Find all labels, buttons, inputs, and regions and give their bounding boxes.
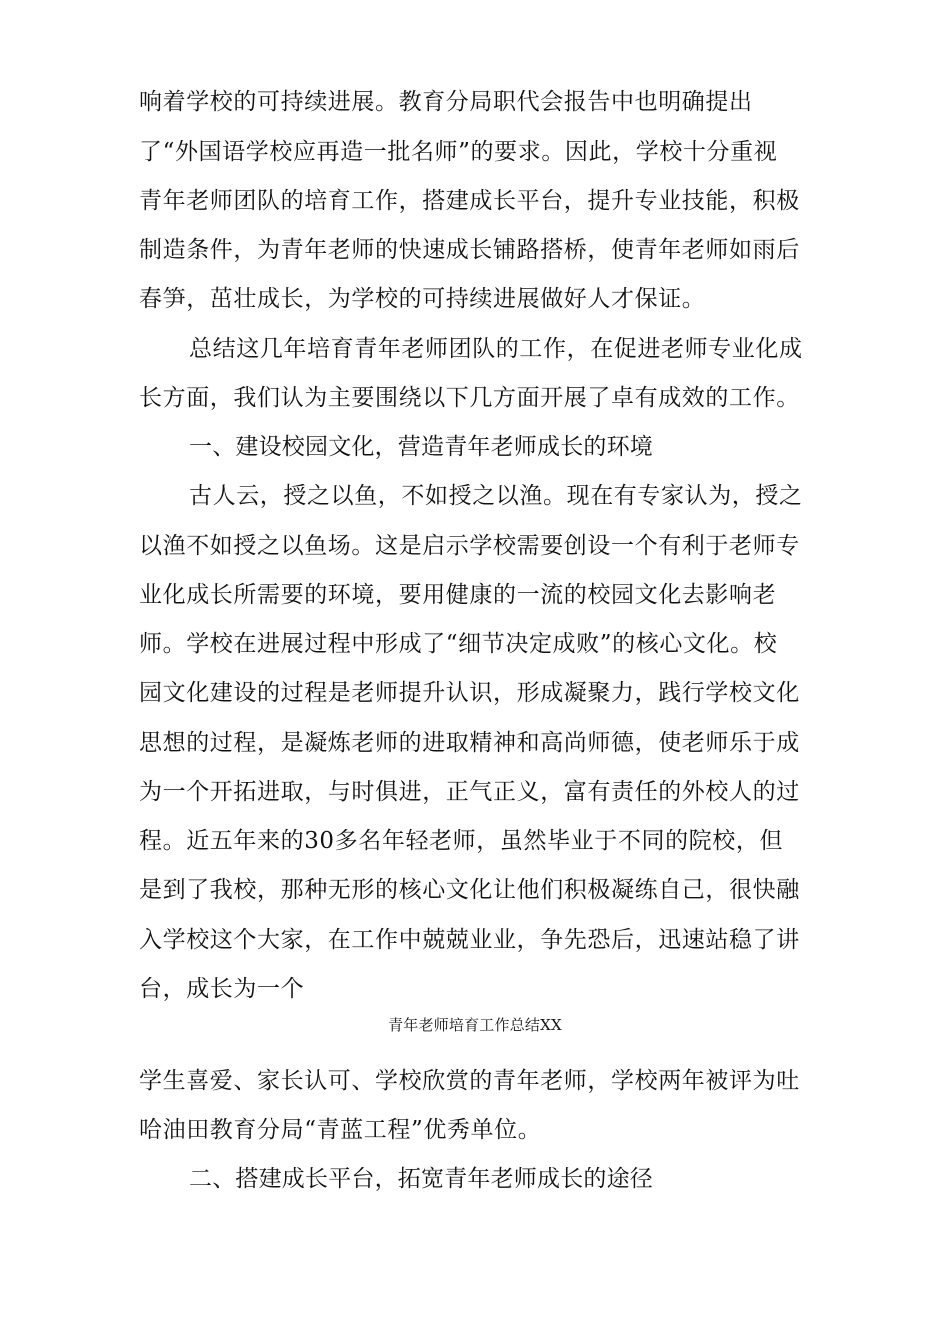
paragraph-line: 春笋，茁壮成长，为学校的可持续进展做好人才保证。 bbox=[139, 286, 706, 312]
paragraph-line: 长方面，我们认为主要围绕以下几方面开展了卓有成效的工作。 bbox=[139, 385, 800, 411]
paragraph-line: 是到了我校，那种无形的核心文化让他们积极凝练自己，很快融 bbox=[139, 877, 800, 903]
paragraph-line: 园文化建设的过程是老师提升认识，形成凝聚力，践行学校文化 bbox=[139, 680, 800, 706]
paragraph-line: 入学校这个大家，在工作中兢兢业业，争先恐后，迅速站稳了讲 bbox=[139, 927, 800, 953]
paragraph-line: 以渔不如授之以鱼场。这是启示学校需要创设一个有利于老师专 bbox=[139, 533, 800, 559]
paragraph-line: 学生喜爱、家长认可、学校欣赏的青年老师，学校两年被评为吐 bbox=[139, 1068, 800, 1094]
paragraph-line: 总结这几年培育青年老师团队的工作，在促进老师专业化成 bbox=[189, 336, 803, 362]
paragraph-line: 为一个开拓进取，与时俱进，正气正义，富有责任的外校人的过 bbox=[139, 779, 800, 805]
paragraph-line: 青年老师团队的培育工作，搭建成长平台，提升专业技能，积极 bbox=[139, 188, 800, 214]
paragraph-line: 师。学校在进展过程中形成了“细节决定成败”的核心文化。校 bbox=[139, 631, 778, 657]
paragraph-line: 哈油田教育分局“青蓝工程”优秀单位。 bbox=[139, 1117, 542, 1143]
paragraph-line: 思想的过程，是凝炼老师的进取精神和高尚师德，使老师乐于成 bbox=[139, 730, 800, 756]
paragraph-line: 制造条件，为青年老师的快速成长铺路搭桥，使青年老师如雨后 bbox=[139, 237, 800, 263]
paragraph-line: 业化成长所需要的环境，要用健康的一流的校园文化去影响老 bbox=[139, 582, 777, 608]
paragraph-line: 古人云，授之以鱼，不如授之以渔。现在有专家认为，授之 bbox=[189, 483, 803, 509]
paragraph-line: 响着学校的可持续进展。教育分局职代会报告中也明确提出 bbox=[139, 89, 753, 115]
paragraph-line: 台，成长为一个 bbox=[139, 976, 305, 1002]
page-footer: 青年老师培育工作总结XX bbox=[388, 1016, 562, 1034]
paragraph-line: 程。近五年来的30多名年轻老师，虽然毕业于不同的院校，但 bbox=[139, 828, 784, 854]
paragraph-line: 了“外国语学校应再造一批名师”的要求。因此，学校十分重视 bbox=[139, 139, 778, 165]
section-heading: 二、搭建成长平台，拓宽青年老师成长的途径 bbox=[189, 1166, 653, 1192]
section-heading: 一、建设校园文化，营造青年老师成长的环境 bbox=[189, 434, 653, 460]
